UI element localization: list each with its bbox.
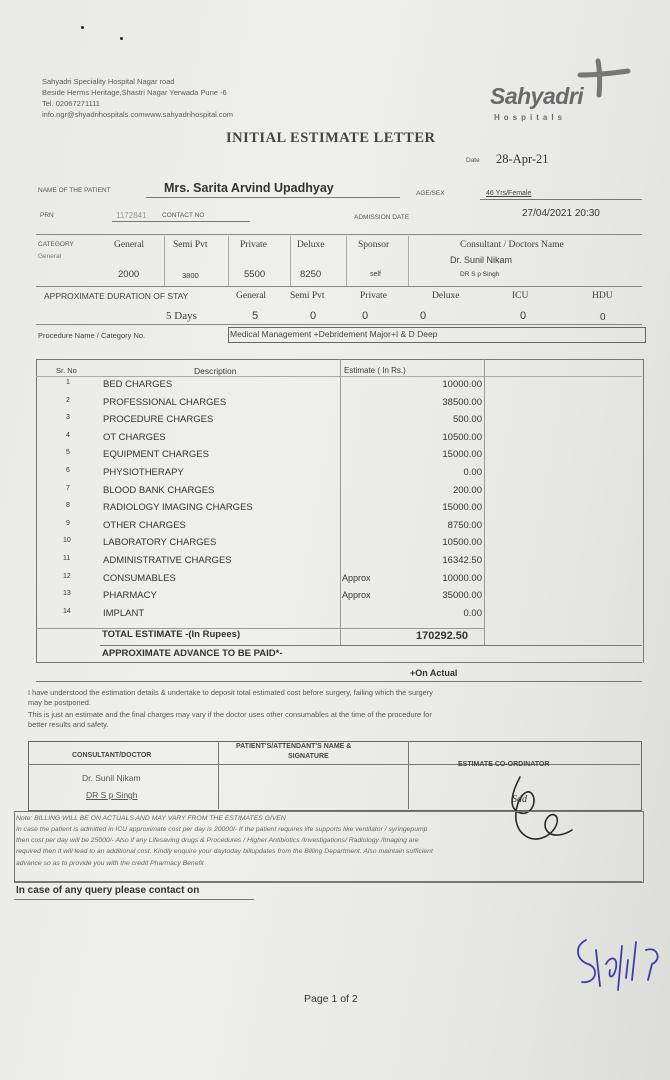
procedure-label: Procedure Name / Category No. (38, 331, 146, 340)
divider (346, 236, 347, 286)
query-line: In case of any query please contact on (16, 885, 200, 896)
row-description: OT CHARGES (103, 431, 166, 443)
divider (228, 236, 229, 286)
declaration-line: better results and safety. (28, 720, 109, 729)
sign-consultant-1: Dr. Sunil Nikam (82, 773, 141, 783)
row-sr: 12 (63, 572, 71, 580)
contact-label: CONTACT NO (162, 212, 205, 219)
divider (36, 324, 642, 325)
cat-value-general: 2000 (118, 269, 140, 280)
row-amount: 10000.00 (442, 379, 482, 390)
cat-value-deluxe: 8250 (300, 269, 322, 280)
row-amount: 35000.00 (442, 590, 482, 602)
cat-header-general: General (114, 240, 145, 250)
declaration-line: This is just an estimate and the final charges may vary if the doctor uses other consumables at the time of the procedure for (28, 710, 432, 719)
stay-header-hdu: HDU (592, 291, 613, 301)
row-note: Approx (342, 572, 371, 583)
hospital-logo (490, 55, 640, 130)
letter-title: INITIAL ESTIMATE LETTER (226, 130, 436, 146)
row-description: ADMINISTRATIVE CHARGES (103, 555, 232, 566)
divider (36, 662, 642, 663)
divider (408, 741, 409, 809)
row-amount: 0.00 (463, 467, 482, 478)
row-amount: 8750.00 (447, 519, 482, 531)
note-line: required then it will lead to an additional cost. Kindly enquire your daytoday billupdates from the Billing Department. Also maintain sufficient (16, 848, 433, 855)
note-line: In case the patient is admitted in ICU approximate cost per day is 20000/- If the patient requires life supports like ventilator / syringepump (16, 826, 428, 833)
stay-header-deluxe: Deluxe (432, 291, 460, 301)
signature-text: Sushil P (626, 1006, 630, 1007)
row-sr: 10 (63, 537, 71, 545)
prn-value: 1172841 (116, 211, 147, 220)
total-label: TOTAL ESTIMATE -(In Rupees) (102, 629, 241, 640)
stay-header-private: Private (360, 291, 387, 301)
page-number: Page 1 of 2 (304, 993, 358, 1005)
declaration-line: may be postponed. (28, 698, 91, 707)
divider (218, 741, 219, 809)
estimate-row (0, 608, 670, 625)
col-desc-header: Description (194, 366, 237, 376)
row-sr: 13 (63, 590, 71, 598)
estimate-row (0, 502, 670, 519)
logo-sub: Hospitals (494, 113, 567, 122)
divider (14, 899, 254, 900)
estimate-row (0, 467, 670, 484)
row-sr: 4 (66, 431, 70, 439)
cat-header-private: Private (240, 240, 267, 250)
category-value: General (38, 253, 62, 260)
speck (120, 37, 123, 40)
consultant-name-2: DR S p Singh (460, 271, 500, 278)
stay-days: 5 Days (166, 310, 197, 322)
admission-value: 27/04/2021 20:30 (522, 208, 600, 219)
attendant-header-1: PATIENT'S/ATTENDANT'S NAME & (236, 743, 352, 750)
total-value: 170292.50 (416, 630, 468, 642)
agesex-value: 46 Yrs/Female (486, 190, 532, 197)
col-sr-header: Sr. No (56, 366, 77, 375)
row-amount: 16342.50 (442, 555, 482, 566)
logo-name: Sahyadri (490, 83, 584, 109)
address-line: Sahyadri Speciality Hospital Nagar road (42, 77, 175, 86)
row-amount: 10000.00 (442, 572, 482, 584)
estimate-row (0, 397, 670, 414)
stay-header-semipvt: Semi Pvt (290, 291, 325, 301)
col-est-header: Estimate ( In Rs.) (344, 366, 406, 375)
row-description: OTHER CHARGES (103, 519, 186, 531)
divider (36, 286, 642, 287)
row-description: RADIOLOGY IMAGING CHARGES (103, 502, 253, 514)
row-sr: 14 (63, 607, 71, 615)
divider (14, 881, 642, 882)
stay-header-general: General (236, 291, 267, 301)
row-description: BED CHARGES (103, 379, 173, 390)
cat-header-sponsor: Sponsor (358, 240, 390, 250)
underline (146, 197, 400, 198)
cat-value-private: 5500 (244, 269, 266, 280)
stay-header-icu: ICU (512, 291, 529, 301)
admission-label: ADMISSION DATE (354, 214, 410, 221)
row-sr: 3 (66, 414, 70, 422)
note-line: then cost per day will be 25000/- Also if any Lifesaving drugs & Procedures / Higher Antibiotics /Investigations/ Radiology /Imaging are (16, 837, 419, 844)
stay-value-semipvt: 0 (310, 310, 317, 322)
divider (36, 234, 642, 235)
consultant-header: Consultant / Doctors Name (460, 240, 564, 250)
date-label: Date (466, 157, 480, 164)
stay-value-deluxe: 0 (420, 310, 427, 322)
stay-value-private: 0 (362, 310, 369, 322)
declaration-line: I have understood the estimation details & undertake to deposit total estimated cost before surgery, failing which the surgery (28, 688, 433, 697)
estimate-row (0, 573, 670, 590)
row-sr: 6 (66, 467, 70, 474)
divider (164, 236, 165, 286)
row-sr: 7 (66, 484, 70, 492)
speck (81, 26, 84, 29)
row-sr: 2 (66, 396, 70, 404)
row-note: Approx (342, 590, 371, 601)
date-value: 28-Apr-21 (496, 152, 549, 166)
row-description: CONSUMABLES (103, 572, 176, 584)
prn-label: PRN (40, 212, 54, 219)
row-amount: 0.00 (463, 607, 482, 619)
row-sr: 11 (63, 555, 71, 562)
coordinator-header: ESTIMATE CO-ORDINATOR (458, 761, 550, 768)
row-amount: 10500.00 (442, 537, 482, 549)
row-description: IMPLANT (103, 607, 145, 619)
underline (480, 199, 642, 200)
patient-name-label: NAME OF THE PATIENT (38, 187, 111, 194)
estimate-row (0, 590, 670, 607)
row-description: EQUIPMENT CHARGES (103, 449, 209, 461)
estimate-row (0, 414, 670, 431)
address-line: Tel. 02067271111 (42, 99, 100, 108)
divider (36, 376, 642, 377)
on-actual: +On Actual (410, 668, 458, 678)
row-sr: 8 (66, 502, 70, 510)
consultant-name-1: Dr. Sunil Nikam (450, 255, 513, 265)
row-description: BLOOD BANK CHARGES (103, 484, 215, 496)
estimate-row (0, 449, 670, 466)
attendant-header-2: SIGNATURE (288, 753, 329, 760)
divider (100, 645, 642, 646)
row-amount: 15000.00 (442, 502, 482, 514)
patient-name-value: Mrs. Sarita Arvind Upadhyay (164, 181, 334, 195)
stay-value-icu: 0 (520, 310, 527, 322)
advance-label: APPROXIMATE ADVANCE TO BE PAID*- (102, 648, 283, 659)
row-sr: 5 (66, 449, 70, 457)
stay-value-general: 5 (252, 310, 259, 322)
agesex-label: AGE/SEX (416, 190, 445, 197)
row-description: PROCEDURE CHARGES (103, 414, 214, 426)
row-amount: 10500.00 (442, 431, 482, 443)
cat-header-semipvt: Semi Pvt (173, 240, 208, 250)
row-sr: 1 (66, 379, 70, 386)
stay-value-hdu: 0 (600, 312, 606, 323)
coordinator-sign-text: Sdd (512, 794, 527, 805)
divider (290, 236, 291, 286)
divider (36, 681, 642, 682)
underline (112, 221, 250, 222)
estimate-row (0, 432, 670, 449)
row-amount: 15000.00 (442, 449, 482, 461)
estimate-row (0, 520, 670, 537)
row-amount: 38500.00 (442, 396, 482, 408)
estimate-row (0, 485, 670, 502)
cat-value-sponsor: self (370, 271, 381, 278)
address-line: info.ngr@shyadrihospitals.comwww.sahyadrihospital.com (42, 110, 234, 119)
row-description: PROFESSIONAL CHARGES (103, 396, 227, 408)
row-amount: 500.00 (452, 414, 482, 426)
patient-signature (566, 920, 670, 1010)
row-amount: 200.00 (452, 484, 482, 496)
estimate-row (0, 537, 670, 554)
sign-consultant-2: DR S p Singh (86, 790, 138, 800)
estimate-row (0, 379, 670, 396)
row-description: LABORATORY CHARGES (103, 537, 217, 549)
category-label: CATEGORY (38, 241, 74, 248)
consultant-sign-header: CONSULTANT/DOCTOR (72, 752, 152, 759)
procedure-value: Medical Management +Debridement Major+I & D Deep (230, 329, 438, 339)
stay-label: APPROXIMATE DURATION OF STAY (44, 291, 189, 301)
note-line: Note: BILLING WILL BE ON ACTUALS AND MAY VARY FROM THE ESTIMATES GIVEN (16, 815, 286, 822)
divider (408, 236, 409, 286)
row-description: PHARMACY (103, 590, 157, 602)
cat-value-semipvt: 3800 (182, 271, 199, 280)
row-sr: 9 (66, 519, 70, 527)
address-line: Beside Herms Heritage,Shastri Nagar Yerwada Pune -6 (42, 88, 227, 97)
row-description: PHYSIOTHERAPY (103, 467, 184, 478)
estimate-row (0, 555, 670, 572)
note-line: advance so as to provide you with the credit Pharmacy Benefit (16, 860, 204, 867)
cat-header-deluxe: Deluxe (297, 240, 325, 250)
